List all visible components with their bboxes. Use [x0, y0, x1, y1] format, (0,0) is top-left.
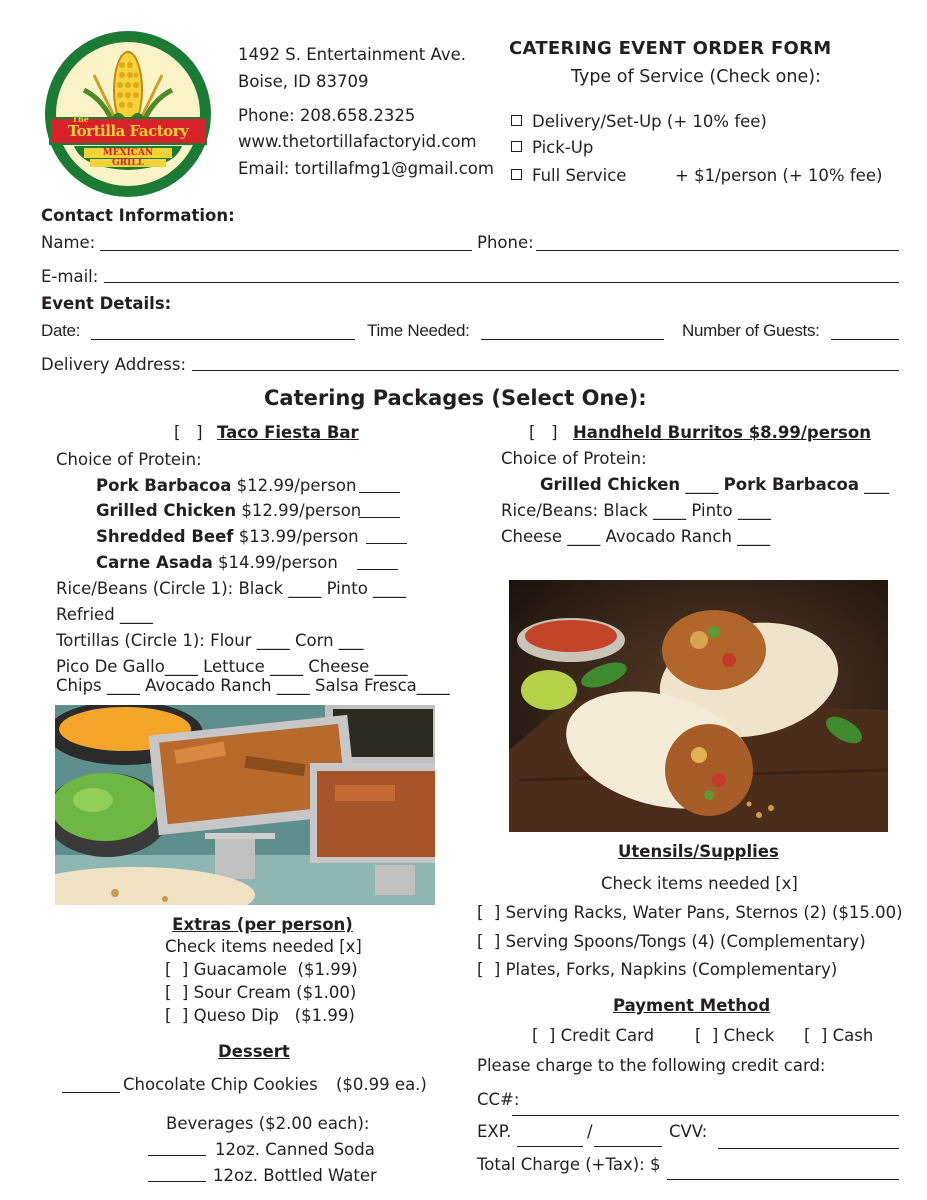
protein-name: Grilled Chicken — [96, 501, 237, 520]
exp-year-field[interactable] — [594, 1146, 662, 1147]
protein-name: Carne Asada — [96, 553, 213, 572]
form-title: CATERING EVENT ORDER FORM — [509, 38, 832, 59]
cvv-label: CVV: — [669, 1122, 708, 1141]
taco-protein-asada — [96, 553, 338, 572]
service-option-label: Delivery/Set-Up (+ 10% fee) — [532, 112, 767, 131]
service-option-full[interactable] — [511, 166, 626, 185]
name-field[interactable] — [100, 250, 472, 251]
date-label: Date: — [41, 321, 81, 340]
taco-bar-photo — [55, 705, 435, 905]
service-option-full-extra: + $1/person (+ 10% fee) — [675, 166, 883, 185]
utensils-racks[interactable]: [ ] Serving Racks, Water Pans, Sternos (2) ($15.00) — [477, 903, 903, 922]
protein-name: Pork Barbacoa — [96, 476, 232, 495]
extras-sour-cream[interactable]: [ ] Sour Cream ($1.00) — [165, 983, 357, 1002]
email-field[interactable] — [104, 282, 899, 283]
protein-field[interactable]: ____ — [685, 475, 719, 494]
business-website: www.thetortillafactoryid.com — [238, 132, 477, 151]
extras-guacamole[interactable]: [ ] Guacamole ($1.99) — [165, 960, 358, 979]
taco-package-checkbox[interactable]: [ ] — [174, 423, 203, 442]
business-logo — [44, 30, 212, 198]
logo-the-text: The — [72, 114, 89, 124]
logo-graphic — [44, 30, 212, 198]
payment-heading: Payment Method — [613, 996, 771, 1015]
taco-toppings-1: Pico De Gallo____ Lettuce ____ Cheese ____ — [56, 657, 408, 676]
soda-label: 12oz. Canned Soda — [215, 1140, 375, 1159]
cc-number-label: CC#: — [477, 1090, 520, 1109]
checkbox[interactable] — [511, 141, 522, 152]
cookies-quantity-field[interactable] — [62, 1092, 120, 1093]
delivery-address-field[interactable] — [192, 370, 899, 371]
protein-price: $13.99/person — [238, 527, 359, 546]
exp-slash: / — [587, 1122, 593, 1141]
taco-bar-image — [55, 705, 435, 905]
extras-heading: Extras (per person) — [172, 915, 353, 934]
burrito-package-checkbox[interactable]: [ ] — [529, 423, 558, 442]
packages-heading: Catering Packages (Select One): — [264, 386, 647, 410]
burrito-rice-beans: Rice/Beans: Black ____ Pinto ____ — [501, 501, 771, 520]
taco-tortillas: Tortillas (Circle 1): Flour ____ Corn ___ — [56, 631, 364, 650]
service-option-pickup[interactable] — [511, 138, 593, 157]
time-field[interactable] — [481, 339, 664, 340]
cvv-field[interactable] — [718, 1148, 899, 1149]
service-heading: Type of Service (Check one): — [571, 67, 821, 87]
taco-protein-pork — [96, 476, 356, 495]
phone-label: Phone: — [477, 233, 534, 252]
cookies-price: ($0.99 ea.) — [336, 1075, 427, 1094]
burrito-cheese: Cheese ____ Avocado Ranch ____ — [501, 527, 771, 546]
payment-cash[interactable]: [ ] Cash — [804, 1026, 874, 1045]
email-label: E-mail: — [41, 267, 99, 286]
taco-protein-label: Choice of Protein: — [56, 450, 202, 469]
business-email: Email: tortillafmg1@gmail.com — [238, 159, 494, 178]
burrito-package-title: Handheld Burritos $8.99/person — [573, 423, 871, 442]
soda-quantity-field[interactable] — [148, 1155, 206, 1156]
taco-protein-chicken — [96, 501, 361, 520]
total-charge-field[interactable] — [667, 1179, 899, 1180]
exp-month-field[interactable] — [517, 1146, 583, 1147]
taco-protein-beef-field[interactable] — [366, 543, 407, 544]
guests-label: Number of Guests: — [682, 321, 820, 340]
taco-rice-beans: Rice/Beans (Circle 1): Black ____ Pinto ____ — [56, 579, 407, 598]
logo-sub-text: MEXICAN GRILL — [102, 148, 154, 168]
name-label: Name: — [41, 233, 96, 252]
utensils-plates[interactable]: [ ] Plates, Forks, Napkins (Complementary) — [477, 960, 838, 979]
burrito-image — [509, 580, 888, 832]
cookies-label: Chocolate Chip Cookies — [123, 1075, 318, 1094]
burrito-protein-label: Choice of Protein: — [501, 449, 647, 468]
taco-protein-chicken-field[interactable] — [359, 517, 400, 518]
protein-name: Pork Barbacoa — [723, 475, 859, 494]
dessert-heading: Dessert — [218, 1042, 290, 1061]
service-option-delivery[interactable] — [511, 112, 767, 131]
payment-check[interactable]: [ ] Check — [695, 1026, 775, 1045]
taco-package-title: Taco Fiesta Bar — [217, 423, 359, 442]
taco-protein-asada-field[interactable] — [357, 569, 398, 570]
total-charge-label: Total Charge (+Tax): $ — [477, 1155, 661, 1174]
water-label: 12oz. Bottled Water — [213, 1166, 377, 1185]
service-option-label: Pick-Up — [532, 138, 594, 157]
protein-name: Shredded Beef — [96, 527, 234, 546]
payment-credit-card[interactable]: [ ] Credit Card — [532, 1026, 655, 1045]
date-field[interactable] — [91, 339, 355, 340]
beverages-heading: Beverages ($2.00 each): — [166, 1114, 370, 1133]
protein-name: Grilled Chicken — [540, 475, 681, 494]
protein-price: $12.99/person — [236, 476, 357, 495]
burrito-protein-choices — [540, 475, 889, 494]
protein-field[interactable]: ___ — [864, 475, 889, 494]
protein-price: $14.99/person — [217, 553, 338, 572]
protein-price: $12.99/person — [241, 501, 362, 520]
water-quantity-field[interactable] — [148, 1181, 206, 1182]
exp-label: EXP. — [477, 1122, 512, 1141]
extras-check-note: Check items needed [x] — [165, 937, 362, 956]
taco-protein-beef — [96, 527, 359, 546]
business-phone: Phone: 208.658.2325 — [238, 106, 416, 125]
business-address-line1: 1492 S. Entertainment Ave. — [238, 45, 466, 64]
contact-heading: Contact Information: — [41, 206, 235, 225]
taco-toppings-2: Chips ____ Avocado Ranch ____ Salsa Fresca____ — [56, 676, 450, 695]
logo-name-text: Tortilla Factory — [67, 122, 189, 140]
checkbox[interactable] — [511, 169, 522, 180]
burrito-photo — [509, 580, 888, 832]
event-heading: Event Details: — [41, 294, 172, 313]
time-label: Time Needed: — [367, 321, 470, 340]
utensils-heading: Utensils/Supplies — [618, 842, 779, 861]
business-address-line2: Boise, ID 83709 — [238, 72, 369, 91]
payment-charge-note: Please charge to the following credit card: — [477, 1056, 826, 1075]
cc-number-field[interactable] — [512, 1115, 899, 1116]
taco-refried: Refried ____ — [56, 605, 153, 624]
delivery-address-label: Delivery Address: — [41, 355, 187, 374]
service-option-label: Full Service — [532, 166, 627, 185]
utensils-check-note: Check items needed [x] — [601, 874, 798, 893]
taco-protein-pork-field[interactable] — [359, 492, 400, 493]
utensils-spoons[interactable]: [ ] Serving Spoons/Tongs (4) (Complementary) — [477, 932, 866, 951]
extras-queso-dip[interactable]: [ ] Queso Dip ($1.99) — [165, 1006, 355, 1025]
checkbox[interactable] — [511, 115, 522, 126]
guests-field[interactable] — [831, 339, 899, 340]
phone-field[interactable] — [536, 250, 899, 251]
